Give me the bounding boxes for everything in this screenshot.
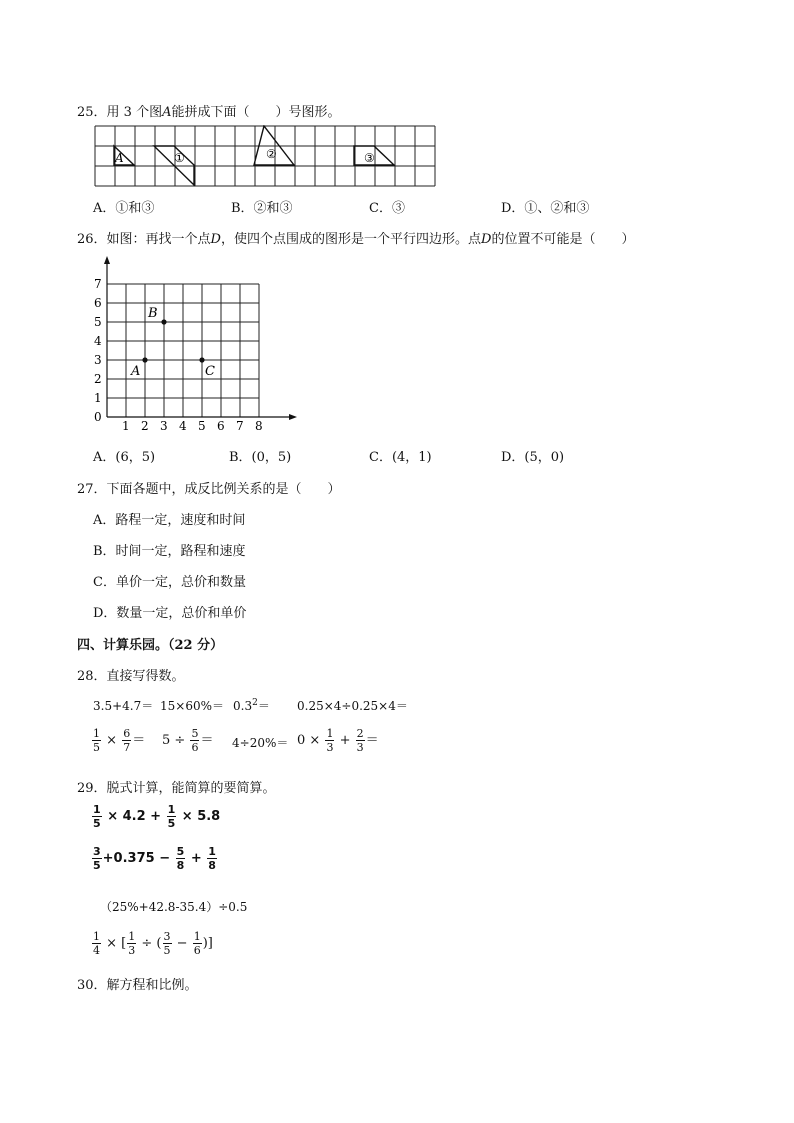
q26-option-a[interactable]: A．(6，5) [93, 450, 156, 465]
x-tick-label: 8 [255, 419, 263, 433]
x-tick-label: 5 [198, 419, 206, 433]
x-tick-label: 4 [179, 419, 187, 433]
q30-stem: 30．解方程和比例。 [77, 978, 198, 993]
q26-option-d[interactable]: D．(5，0) [501, 450, 565, 465]
point-label-b: B [148, 306, 158, 321]
q29-stem: 29．脱式计算，能简算的要简算。 [77, 781, 276, 796]
shape-2-label: ② [266, 147, 277, 161]
y-tick-label: 4 [94, 334, 102, 348]
point-c [199, 357, 204, 362]
shape-3-label: ③ [364, 151, 375, 165]
x-axis-arrow [289, 414, 297, 420]
q25-option-b[interactable]: B．②和③ [231, 201, 293, 216]
origin-label: 0 [94, 410, 102, 424]
y-tick-label: 7 [94, 277, 102, 291]
q28-expr-5: $\frac{1}{5}$ × $\frac{6}{7}$ ＝ [93, 727, 146, 754]
shape-1-label: ① [174, 151, 185, 165]
q28-stem: 28．直接写得数。 [77, 669, 185, 684]
y-axis-arrow [104, 256, 110, 264]
q27-option-c[interactable]: C．单价一定，总价和数量 [93, 575, 246, 590]
q27-option-a[interactable]: A．路程一定，速度和时间 [93, 513, 246, 528]
q27-option-b[interactable]: B．时间一定，路程和速度 [93, 544, 246, 559]
q29-expr-1: $\frac{1}{5}$ × 4.2 + $\frac{1}{5}$ × 5.8 [93, 803, 221, 830]
y-tick-label: 2 [94, 372, 102, 386]
q29-expr-3: （25%+42.8-35.4）÷0.5 [100, 900, 248, 914]
y-tick-label: 5 [94, 315, 102, 329]
section-4-title: 四、计算乐园。（22 分） [77, 638, 224, 653]
q25-option-a[interactable]: A．①和③ [93, 201, 155, 216]
q28-expr-1: 3.5+4.7＝ [93, 699, 154, 713]
q28-expr-2: 15×60%＝ [160, 699, 224, 713]
q27-stem: 27．下面各题中，成反比例关系的是（ ） [77, 482, 341, 497]
q29-expr-2: $\frac{3}{5}$ +0.375 − $\frac{5}{8}$ + $\frac{1}{8}$ [93, 845, 216, 872]
q28-expr-8: 0 × $\frac{1}{3}$ + $\frac{2}{3}$ ＝ [297, 727, 379, 754]
q28-expr-7: 4÷20%＝ [232, 736, 289, 750]
q27-option-d[interactable]: D．数量一定，总价和单价 [93, 606, 247, 621]
x-tick-label: 1 [122, 419, 130, 433]
q28-expr-3: $0.3^2=$ [233, 698, 270, 713]
y-tick-label: 1 [94, 391, 102, 405]
q28-expr-4: 0.25×4÷0.25×4＝ [297, 699, 408, 713]
point-b [161, 319, 166, 324]
y-tick-label: 3 [94, 353, 102, 367]
q25-stem: 25．用 3 个图A能拼成下面（ ）号图形。 [77, 105, 341, 120]
x-tick-label: 6 [217, 419, 225, 433]
y-tick-label: 6 [94, 296, 102, 310]
x-tick-label: 2 [141, 419, 149, 433]
x-tick-label: 3 [160, 419, 168, 433]
q28-expr-6: 5 ÷ $\frac{5}{6}$ ＝ [162, 727, 214, 754]
point-label-c: C [205, 364, 215, 379]
q25-option-d[interactable]: D．①、②和③ [501, 201, 590, 216]
point-label-a: A [131, 364, 141, 379]
shape-a-label: A [115, 151, 124, 165]
x-tick-label: 7 [236, 419, 244, 433]
q26-option-c[interactable]: C．(4，1) [369, 450, 432, 465]
q26-option-b[interactable]: B．(0，5) [229, 450, 292, 465]
q26-coordinate-grid [88, 255, 298, 435]
q26-stem: 26．如图：再找一个点D，使四个点围成的图形是一个平行四边形。点D的位置不可能是（ ） [77, 232, 635, 247]
q25-shape-grid [94, 125, 436, 187]
point-a [142, 357, 147, 362]
q25-option-c[interactable]: C．③ [369, 201, 405, 216]
q29-expr-4: $\frac{1}{4}$ × [ $\frac{1}{3}$ ÷ ( $\frac{3}{5}$ − $\frac{1}{6}$ )] [93, 930, 213, 957]
